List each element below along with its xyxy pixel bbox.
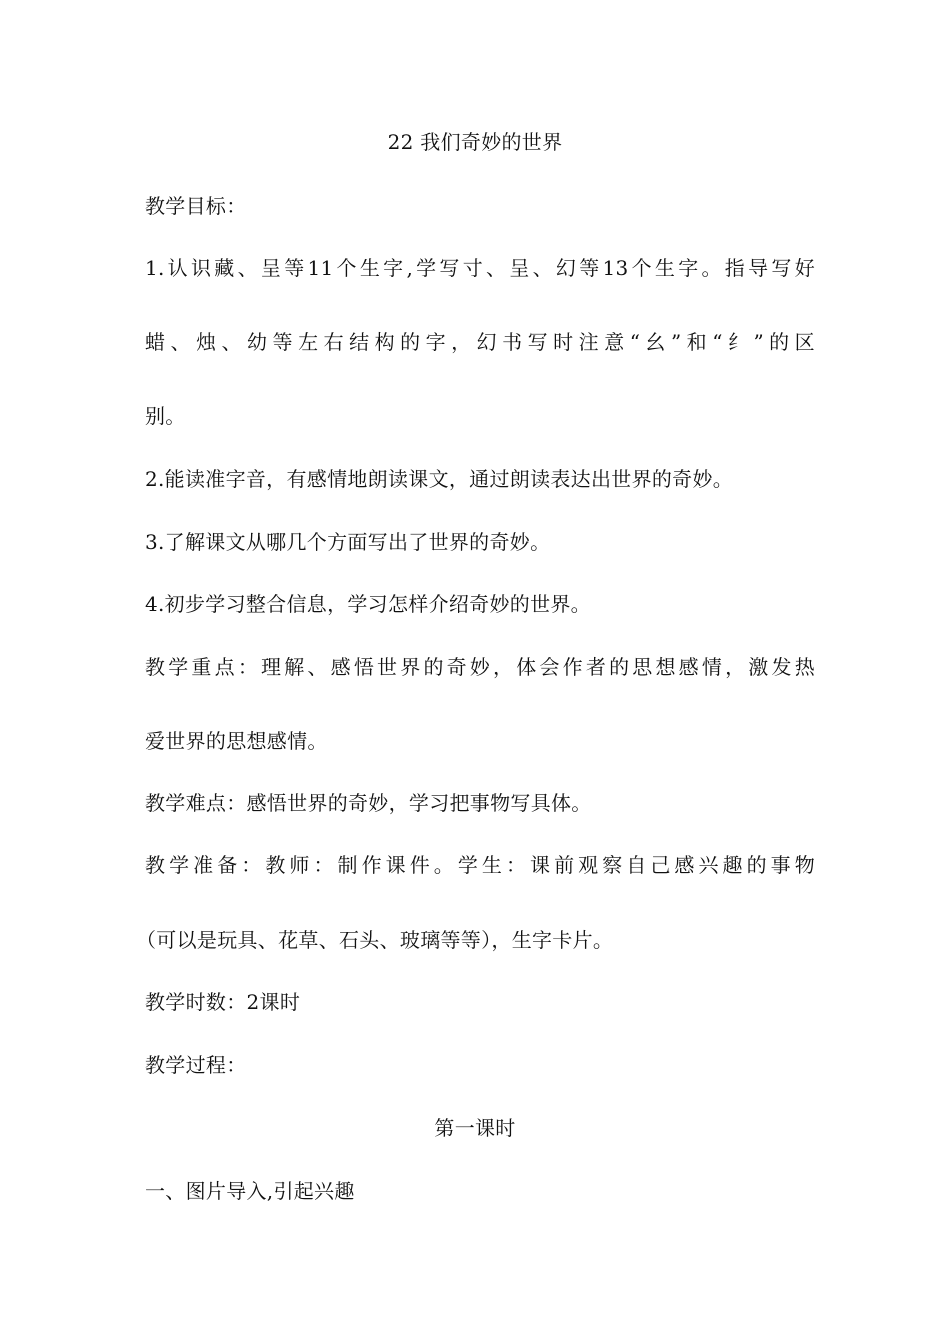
preparation-line-2: （可以是玩具、花草、石头、玻璃等等），生字卡片。: [136, 928, 614, 952]
objective-3: 3.了解课文从哪几个方面写出了世界的奇妙。: [145, 530, 551, 554]
process-heading: 教学过程：: [145, 1053, 247, 1077]
objective-1-line-1: 1.认识藏、呈等11个生字,学写寸、呈、幻等13个生字。指导写好: [145, 256, 815, 280]
key-points-line-2: 爱世界的思想感情。: [145, 729, 328, 753]
objective-1-line-3: 别。: [145, 404, 186, 428]
objective-2: 2.能读准字音，有感情地朗读课文，通过朗读表达出世界的奇妙。: [145, 467, 734, 491]
section-1-heading: 一、图片导入,引起兴趣: [145, 1179, 355, 1203]
objective-1-line-2: 蜡、烛、幼等左右结构的字，幻书写时注意“幺”和“纟”的区: [145, 330, 815, 354]
document-title: 22 我们奇妙的世界: [387, 130, 563, 154]
objectives-heading: 教学目标：: [145, 194, 247, 218]
difficulties: 教学难点：感悟世界的奇妙，学习把事物写具体。: [145, 791, 592, 815]
teaching-hours: 教学时数：2课时: [145, 990, 301, 1014]
lesson-title: 第一课时: [434, 1116, 516, 1140]
preparation-line-1: 教学准备：教师：制作课件。学生：课前观察自己感兴趣的事物: [145, 853, 815, 877]
key-points-line-1: 教学重点：理解、感悟世界的奇妙，体会作者的思想感情，激发热: [145, 655, 815, 679]
objective-4: 4.初步学习整合信息，学习怎样介绍奇妙的世界。: [145, 592, 591, 616]
